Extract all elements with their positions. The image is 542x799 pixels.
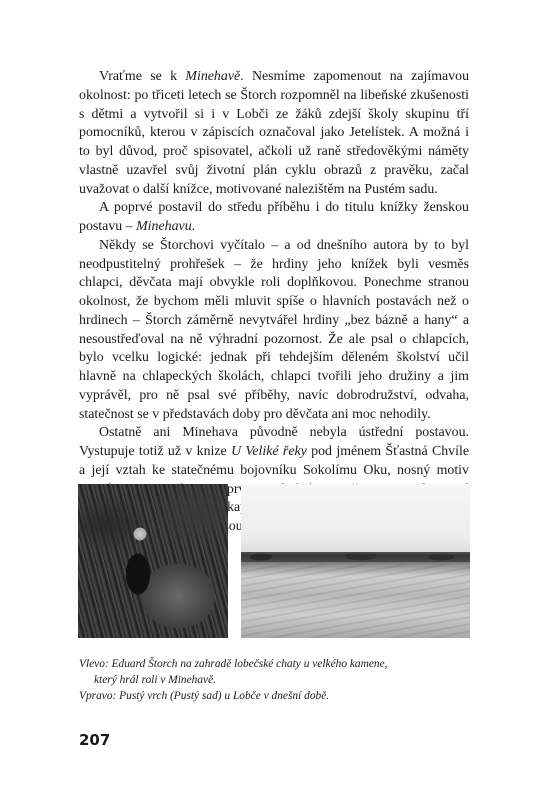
text-run: . — [191, 219, 196, 234]
text-run: . Nesmíme zapomenout na zajímavou okolnost: po třiceti letech se Štorch rozpomněl na libeňské zkušenosti s dětmi a vytvořil si i v Lobči ze žáků zdejší školy skupinu tří pomocníků, kterou v zápiscích označoval jako Jetelístek. A možná i to byl důvod, proč spisovatel, ačkoli už raně středověkými náměty vlastně uzavřel svůj životní plán cyklu obrazů z pravěku, začal uvažovat o další knížce, motivované nalezištěm na Pustém sadu. — [79, 69, 470, 197]
caption-line-1: Vlevo: Eduard Štorch na zahradě lobečské chaty u velkého kamene, — [79, 658, 388, 670]
caption-line-3: Vpravo: Pustý vrch (Pustý sad) u Lobče v dnešní době. — [79, 689, 330, 702]
photo-field-furrows — [241, 564, 470, 638]
italic-run: Minehavě — [185, 69, 241, 84]
text-run: Někdy se Štorchovi vyčítalo – a od dnešního autora by to byl neodpustitelný prohřešek – že hrdiny jeho knížek byli vesměs chlapci, děvčata mají obvykle roli doplňkovou. Ponechme stranou okolnost, že bychom měli mluvit spíše o hlavních postavách než o hrdinech – Štorch záměrně nevytvářel hrdiny „bez bázně a hany“ a nesoustřeďoval na ně výhradní pozornost. Že ale psal o chlapcích, bylo vcelku logické: jednak při tehdejším děleném školství učil hlavně na chlapeckých školách, chlapci tvořili jeho družiny a jim vyprávěl, pro ně psal své příběhy, navíc dobrodružství, odvaha, statečnost se v představách doby pro děvčata ani moc nehodily. — [79, 237, 469, 422]
photo-eduard-storch — [78, 484, 228, 638]
text-run: A poprvé postavil do středu příběhu i do titulu knížky ženskou postavu – — [79, 200, 469, 234]
body-text — [79, 68, 469, 556]
text-run: Ostatně ani Minehava původně nebyla ústřední postavou. Vystupuje totiž už v knize — [79, 425, 469, 459]
paragraph — [79, 68, 469, 199]
photo-treeline — [241, 552, 470, 562]
photo-caption — [79, 657, 469, 704]
italic-run: U Veliké řeky — [231, 444, 307, 459]
photo-pusty-vrch — [241, 484, 470, 638]
photo-row — [78, 481, 470, 638]
text-run: teprve — [216, 481, 252, 497]
text-run: pod jménem Šťastná Chvíle a její vztah ke statečnému bojovníku Sokolímu Oku, nosný motiv — [79, 444, 469, 478]
paragraph — [79, 237, 469, 425]
italic-run: Minehavu — [136, 219, 192, 234]
caption-line-2: který hrál roli v Minehavě. — [94, 673, 216, 686]
page-number: 207 — [79, 731, 111, 749]
paragraph — [79, 199, 469, 237]
text-run: Vraťme se k — [99, 69, 186, 84]
